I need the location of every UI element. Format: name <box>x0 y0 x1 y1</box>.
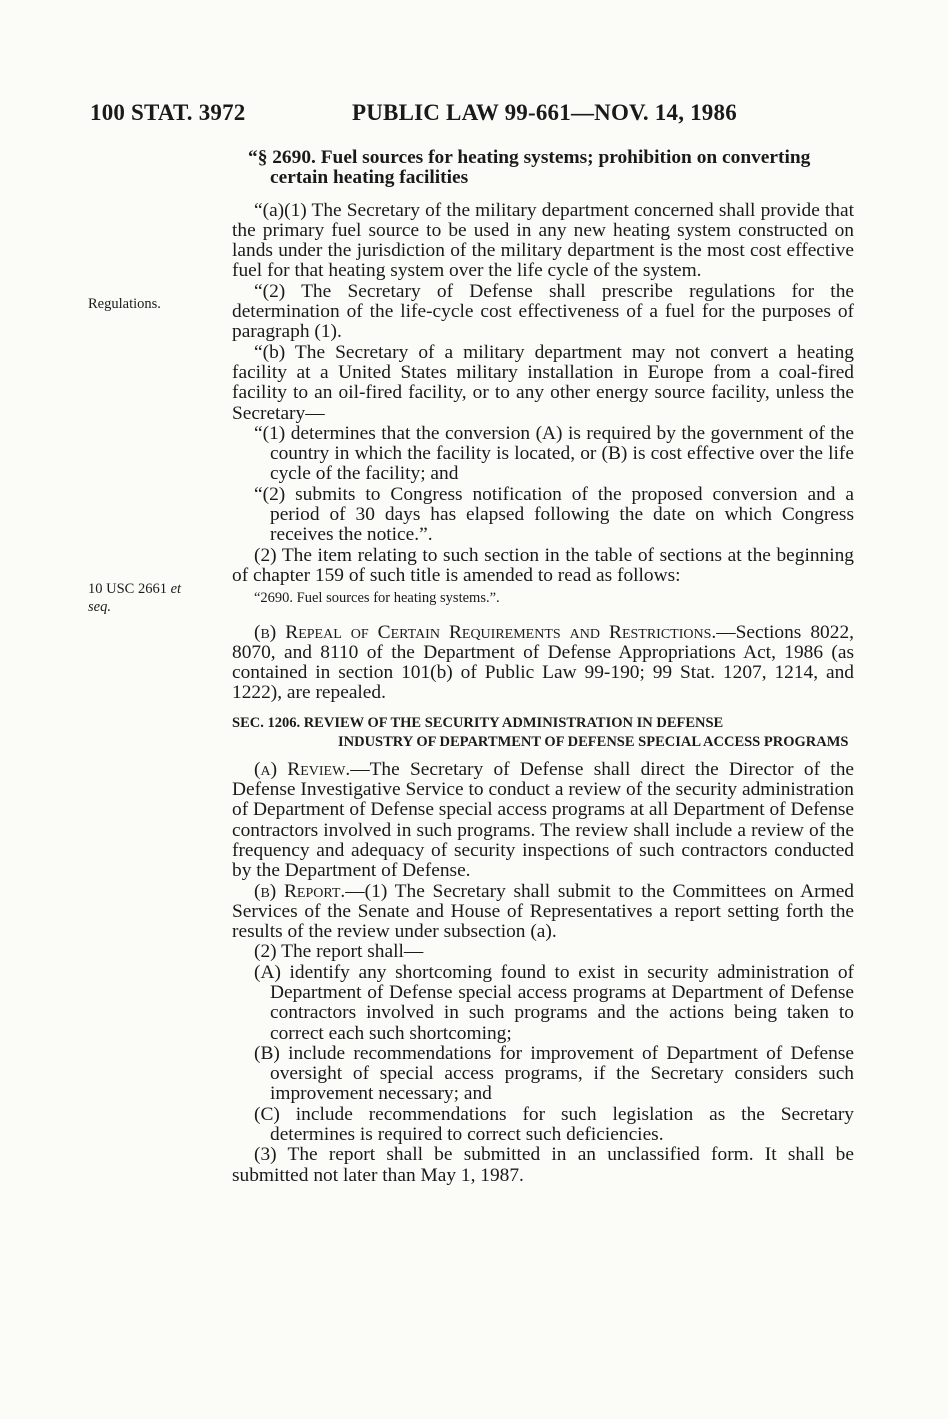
section-1206-heading-line2: INDUSTRY OF DEPARTMENT OF DEFENSE SPECIAL ACCESS PROGRAMS <box>338 733 849 750</box>
paragraph-review <box>232 760 854 882</box>
report-label: (b) Report. <box>254 880 346 902</box>
margin-note-regulations: Regulations. <box>88 296 161 312</box>
paragraph-report-C: (C) include recommendations for such legislation as the Secretary determines is required to correct such deficiencies. <box>254 1103 854 1146</box>
report-text: —(1) The Secretary shall submit to the Committees on Armed Services of the Senate and House of Representatives a report setting forth the results of the review under subsection (a). <box>232 880 854 943</box>
paragraph-b2: “(2) submits to Congress notification of the proposed conversion and a period of 30 days has elapsed following the date on which Congress receives the notice.”. <box>254 483 854 546</box>
usc-seq: seq. <box>88 599 111 615</box>
page-header <box>90 100 860 126</box>
section-1206-heading-line1: SEC. 1206. REVIEW OF THE SECURITY ADMINISTRATION IN DEFENSE <box>232 714 724 731</box>
law-citation: PUBLIC LAW 99-661—NOV. 14, 1986 <box>352 100 737 125</box>
table-of-sections-line: “2690. Fuel sources for heating systems.”. <box>254 590 500 607</box>
paragraph-item-2: (2) The item relating to such section in the table of sections at the beginning of chapter 159 of such title is amended to read as follows: <box>232 544 854 586</box>
paragraph-report-B: (B) include recommendations for improvement of Department of Defense oversight of special access programs, if the Secretary considers such improvement necessary; and <box>254 1042 854 1105</box>
repeal-label: (b) Repeal of Certain Requirements and Restrictions. <box>254 621 717 643</box>
usc-et: et <box>170 581 182 597</box>
paragraph-b: “(b) The Secretary of a military department may not convert a heating facility at a United States military installation in Europe from a coal-fired facility to an oil-fired facility, or to any other energy source facility, unless the Secretary— <box>232 341 854 424</box>
paragraph-report <box>232 882 854 943</box>
paragraph-report-2: (2) The report shall— <box>254 941 424 963</box>
repeal-text: —Sections 8022, 8070, and 8110 of the Department of Defense Appropriations Act, 1986 (as contained in section 101(b) of Public Law 99-190; 99 Stat. 1207, 1214, and 1222), are repealed. <box>232 621 854 704</box>
section-2690-heading: “§ 2690. Fuel sources for heating systems; prohibition on converting certain heating facilities <box>248 147 811 189</box>
margin-note-usc <box>88 580 228 616</box>
section-1206-heading <box>232 714 854 752</box>
paragraph-report-3: (3) The report shall be submitted in an unclassified form. It shall be submitted not later than May 1, 1987. <box>232 1144 854 1186</box>
paragraph-report-A: (A) identify any shortcoming found to exist in security administration of Department of Defense special access programs at Department of Defense contractors involved in such programs and the actions being taken to correct each such shortcoming; <box>254 961 854 1044</box>
paragraph-repeal <box>232 623 854 704</box>
paragraph-a2: “(2) The Secretary of Defense shall prescribe regulations for the determination of the life-cycle cost effectiveness of a fuel for the purposes of paragraph (1). <box>232 280 854 343</box>
review-label: (a) Review. <box>254 758 351 780</box>
stat-page-number: 100 STAT. 3972 <box>90 100 246 125</box>
usc-reference: 10 USC 2661 <box>88 581 167 597</box>
review-text: —The Secretary of Defense shall direct the Director of the Defense Investigative Service to conduct a review of the security administration of Department of Defense special access programs at all Department of Defense contractors involved in such programs. The review shall include a review of the frequency and adequacy of security inspections of such contractors conducted by the Department of Defense. <box>232 758 854 882</box>
document-body <box>232 148 854 1186</box>
paragraph-b1: “(1) determines that the conversion (A) is required by the government of the country in which the facility is located, or (B) is cost effective over the life cycle of the facility; and <box>254 422 854 485</box>
paragraph-a1: “(a)(1) The Secretary of the military department concerned shall provide that the primary fuel source to be used in any new heating system constructed on lands under the jurisdiction of the military department is the most cost effective fuel for that heating system over the life cycle of the system. <box>232 199 854 282</box>
